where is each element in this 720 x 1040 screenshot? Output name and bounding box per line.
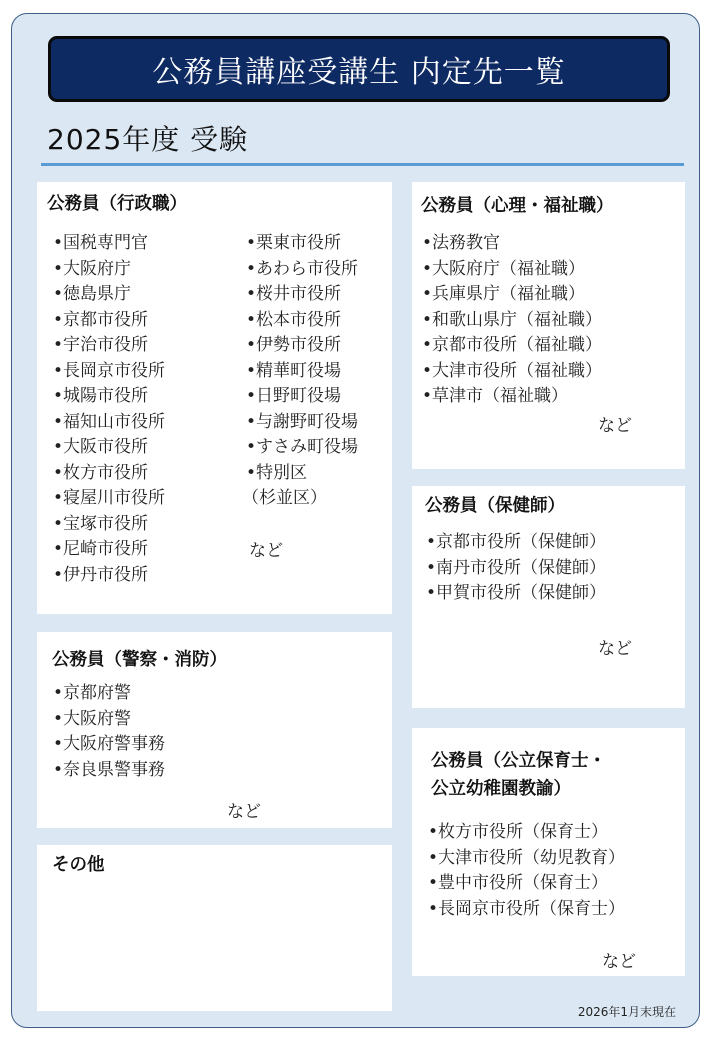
panel-other-title: その他 [52, 855, 105, 875]
panel-other [37, 845, 392, 1011]
police-etc: など [227, 802, 261, 822]
list-item: •甲賀市役所（保健師） [426, 583, 607, 603]
list-item: •大阪府警 [53, 708, 132, 729]
list-item: •宇治市役所 [53, 335, 149, 355]
list-item: •長岡京市役所 [53, 360, 166, 381]
page-title: 公務員講座受講生 内定先一覧 [152, 55, 566, 90]
panel-police [37, 632, 392, 828]
panel-welfare [412, 182, 685, 469]
list-item: •精華町役場 [246, 360, 342, 381]
police-list [53, 681, 165, 783]
list-item: •松本市役所 [246, 309, 342, 330]
nurse-etc: など [598, 639, 632, 659]
list-item: •特別区 [246, 462, 308, 483]
list-item: •枚方市役所（保育士） [428, 822, 609, 842]
list-item: •大津市役所（福祉職） [422, 360, 603, 381]
list-item: •奈良県警事務 [53, 759, 166, 780]
list-item: •大阪府庁（福祉職） [422, 258, 586, 279]
nurse-list [426, 530, 606, 607]
list-item: •法務教官 [422, 233, 501, 253]
panel-nursery-title-line1: 公務員（公立保育士・ [431, 751, 606, 771]
title-banner [48, 36, 670, 102]
admin-list-col1 [53, 231, 165, 588]
list-item: •宝塚市役所 [53, 513, 149, 534]
list-item: •大津市役所（幼児教育） [428, 847, 626, 868]
as-of-date: 2026年1月末現在 [577, 1005, 676, 1019]
panel-police-title: 公務員（警察・消防） [52, 650, 227, 670]
admin-etc: など [249, 541, 283, 561]
heading-rule [41, 163, 684, 166]
list-item: •城陽市役所 [53, 386, 149, 406]
list-item: •京都市役所（福祉職） [422, 335, 603, 355]
list-item: •枚方市役所 [53, 462, 149, 483]
list-item: •大阪府警事務 [53, 734, 166, 754]
list-item: •寝屋川市役所 [53, 488, 166, 508]
admin-list-col2 [242, 231, 359, 512]
list-item: •すさみ町役場 [246, 437, 359, 457]
list-item: •伊丹市役所 [53, 564, 149, 585]
panel-nursery-title-line2: 公立幼稚園教諭） [431, 779, 571, 799]
list-item: •豊中市役所（保育士） [428, 873, 609, 893]
nursery-etc: など [602, 952, 636, 972]
list-item: （杉並区） [242, 488, 327, 508]
list-item: •大阪府庁 [53, 258, 132, 279]
welfare-list [422, 231, 602, 410]
nursery-list [428, 820, 625, 922]
list-item: •大阪市役所 [53, 437, 149, 457]
year-heading: 2025年度 受験 [47, 123, 249, 156]
panel-admin-title: 公務員（行政職） [47, 194, 187, 214]
list-item: •国税専門官 [53, 233, 149, 253]
list-item: •兵庫県庁（福祉職） [422, 284, 586, 304]
panel-nursery [412, 728, 685, 976]
list-item: •長岡京市役所（保育士） [428, 898, 626, 919]
panel-welfare-title: 公務員（心理・福祉職） [421, 196, 614, 216]
list-item: •和歌山県庁（福祉職） [422, 309, 603, 330]
list-item: •草津市（福祉職） [422, 386, 569, 406]
list-item: •栗東市役所 [246, 233, 342, 253]
list-item: •尼崎市役所 [53, 539, 149, 559]
list-item: •与謝野町役場 [246, 411, 359, 432]
list-item: •徳島県庁 [53, 284, 132, 304]
list-item: •京都府警 [53, 683, 132, 703]
list-item: •福知山市役所 [53, 411, 166, 432]
welfare-etc: など [598, 416, 632, 436]
list-item: •京都市役所（保健師） [426, 532, 607, 552]
panel-nurse [412, 486, 685, 708]
list-item: •桜井市役所 [246, 284, 342, 304]
list-item: •あわら市役所 [246, 258, 359, 279]
list-item: •日野町役場 [246, 386, 342, 406]
list-item: •京都市役所 [53, 309, 149, 330]
list-item: •伊勢市役所 [246, 335, 342, 355]
panel-nurse-title: 公務員（保健師） [425, 496, 565, 516]
panel-admin [37, 182, 392, 614]
list-item: •南丹市役所（保健師） [426, 557, 607, 578]
